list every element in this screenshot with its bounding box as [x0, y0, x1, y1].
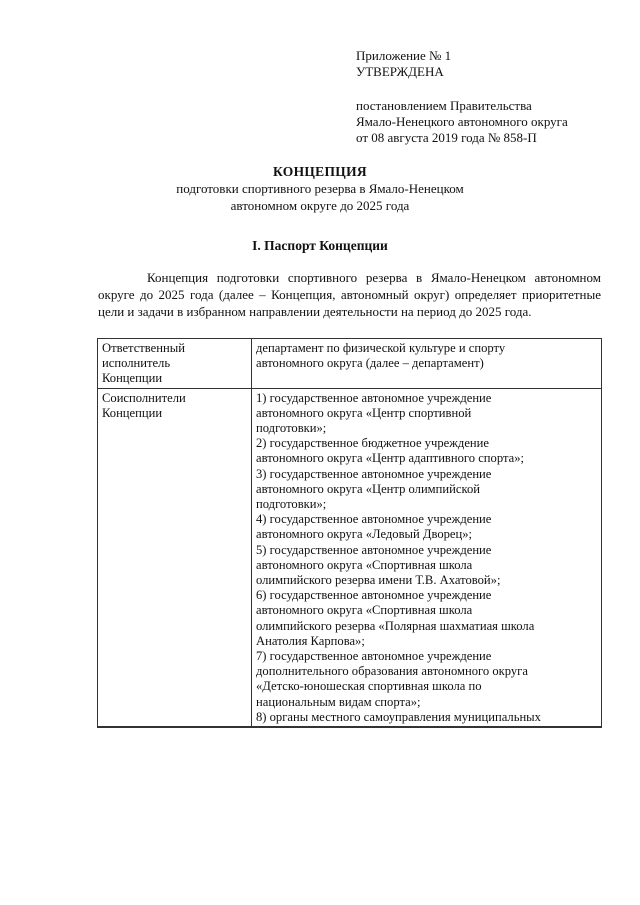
label-line: исполнитель: [102, 356, 171, 371]
row-label-cell: [98, 388, 252, 727]
value-line: дополнительного образования автономного округа: [256, 664, 528, 679]
value-line: департамент по физической культуре и спорту: [256, 341, 506, 355]
value-line: олимпийского резерва имени Т.В. Ахатовой»;: [256, 573, 501, 588]
value-line: автономного округа «Центр спортивной: [256, 405, 472, 420]
value-line: 7) государственное автономное учреждение: [256, 649, 492, 664]
value-line: автономного округа «Спортивная школа: [256, 603, 473, 618]
decree-line: от 08 августа 2019 года № 858-П: [356, 130, 537, 145]
value-line: 1) государственное автономное учреждение: [256, 390, 492, 405]
appendix-label: Приложение № 1: [356, 48, 452, 63]
value-line: 2) государственное бюджетное учреждение: [256, 436, 489, 451]
value-line: 6) государственное автономное учреждение: [256, 588, 492, 603]
decree-line: Ямало-Ненецкого автономного округа: [356, 114, 568, 129]
value-line: 8) органы местного самоуправления муниципальных: [256, 709, 541, 724]
document-title: КОНЦЕПЦИЯ: [273, 164, 367, 179]
value-line: подготовки»;: [256, 421, 327, 436]
label-line: Соисполнители: [102, 390, 186, 405]
section-title: I. Паспорт Концепции: [252, 238, 388, 253]
row-value-cell: [252, 339, 602, 389]
value-line: национальным видам спорта»;: [256, 694, 421, 709]
label-line: Концепции: [102, 371, 163, 386]
value-line: «Детско-юношеская спортивная школа по: [256, 679, 482, 694]
value-line: Анатолия Карпова»;: [256, 633, 365, 648]
value-line: олимпийского резерва «Полярная шахматиая школа: [256, 618, 535, 633]
value-line: автономного округа «Ледовый Дворец»;: [256, 527, 473, 542]
passport-table: [97, 338, 602, 728]
value-line: автономного округа «Центр олимпийской: [256, 481, 480, 496]
row-label-cell: [98, 339, 252, 389]
label-line: Концепции: [102, 405, 163, 420]
approved-label: УТВЕРЖДЕНА: [356, 64, 444, 79]
row-value-cell: [252, 388, 602, 727]
intro-paragraph: Концепция подготовки спортивного резерва в Ямало-Ненецком автономном округе до 2025 года (далее – Концепция, автономный округ) определяет приоритетные цели и задачи в избранном направлении деятельности на период до 2025 года.: [98, 270, 601, 319]
document-subtitle-line: автономном округе до 2025 года: [230, 198, 410, 213]
value-line: 5) государственное автономное учреждение: [256, 542, 492, 557]
approval-block: [356, 48, 626, 146]
value-line: 3) государственное автономное учреждение: [256, 466, 492, 481]
table-row: [98, 339, 602, 389]
concept-title-block: [0, 163, 640, 214]
value-line: подготовки»;: [256, 497, 327, 512]
decree-line: постановлением Правительства: [356, 98, 532, 113]
document-subtitle-line: подготовки спортивного резерва в Ямало-Ненецком: [176, 181, 464, 196]
value-line: 4) государственное автономное учреждение: [256, 512, 492, 527]
label-line: Ответственный: [102, 341, 185, 355]
value-line: автономного округа (далее – департамент): [256, 356, 484, 371]
value-line: автономного округа «Спортивная школа: [256, 557, 473, 572]
table-row: [98, 388, 602, 727]
value-line: автономного округа «Центр адаптивного спорта»;: [256, 451, 525, 466]
